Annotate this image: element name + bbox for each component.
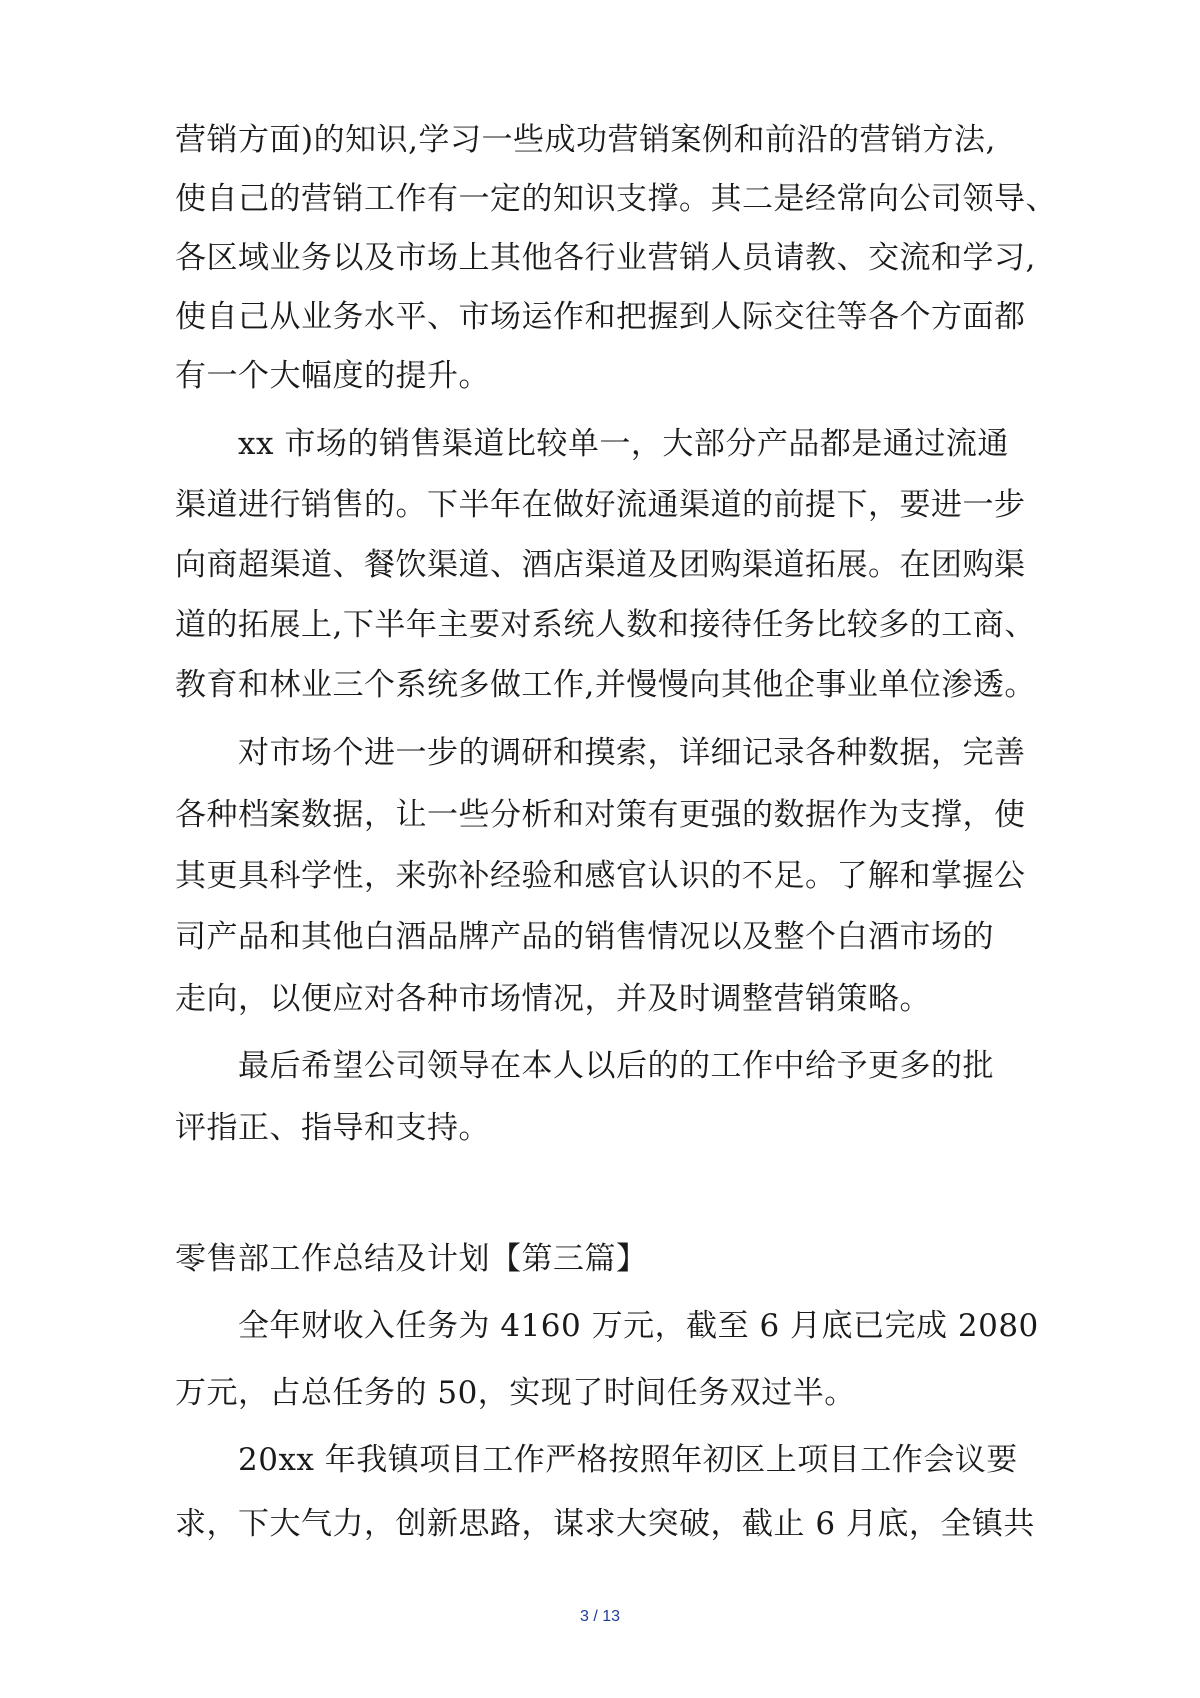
text-line: 营销方面)的知识,学习一些成功营销案例和前沿的营销方法, [175,122,996,158]
paragraph-first-line: 对市场个进一步的调研和摸索，详细记录各种数据，完善 [238,735,1026,771]
text-line: 万元，占总任务的 50，实现了时间任务双过半。 [175,1375,856,1411]
text-line: 使自己从业务水平、市场运作和把握到人际交往等各个方面都 [175,299,1026,335]
paragraph-first-line: 20xx 年我镇项目工作严格按照年初区上项目工作会议要 [238,1442,1018,1478]
text-line: 走向，以便应对各种市场情况，并及时调整营销策略。 [175,981,931,1017]
text-line: 有一个大幅度的提升。 [175,358,490,394]
paragraph-first-line: 最后希望公司领导在本人以后的的工作中给予更多的批 [238,1048,994,1084]
text-line: 司产品和其他白酒品牌产品的销售情况以及整个白酒市场的 [175,919,994,955]
page-number: 3 / 13 [579,1608,621,1625]
text-line: 渠道进行销售的。下半年在做好流通渠道的前提下，要进一步 [175,487,1026,523]
text-line: 道的拓展上,下半年主要对系统人数和接待任务比较多的工商、 [175,607,1036,643]
text-line: 评指正、指导和支持。 [175,1110,490,1146]
paragraph-first-line: 全年财收入任务为 4160 万元，截至 6 月底已完成 2080 [238,1308,1039,1344]
text-line: 其更具科学性，来弥补经验和感官认识的不足。了解和掌握公 [175,858,1026,894]
text-line: 各种档案数据，让一些分析和对策有更强的数据作为支撑，使 [175,797,1026,833]
section-heading: 零售部工作总结及计划【第三篇】 [175,1241,648,1277]
text-line: 求，下大气力，创新思路，谋求大突破，截止 6 月底，全镇共 [175,1506,1035,1542]
text-line: 使自己的营销工作有一定的知识支撑。其二是经常向公司领导、 [175,181,1057,217]
paragraph-first-line: xx 市场的销售渠道比较单一，大部分产品都是通过流通 [238,426,1009,462]
text-line: 各区域业务以及市场上其他各行业营销人员请教、交流和学习, [175,240,1036,276]
text-line: 教育和林业三个系统多做工作,并慢慢向其他企事业单位渗透。 [175,667,1036,703]
text-line: 向商超渠道、餐饮渠道、酒店渠道及团购渠道拓展。在团购渠 [175,547,1026,583]
